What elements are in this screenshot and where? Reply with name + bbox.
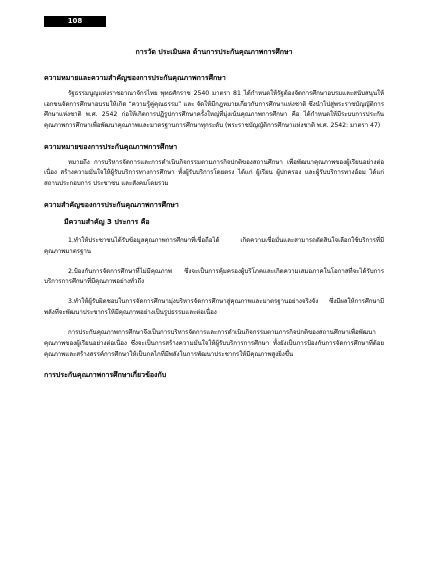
section-heading: ความหมายของการประกันคุณภาพการศึกษา [44, 143, 178, 152]
paragraph: 3.ทำให้ผู้รับผิดชอบในการจัดการศึกษามุ่งบริหารจัดการศึกษาสู่คุณภาพและมาตรฐานอย่างจริงจัง ซึ่งมีผลให้การศึกษามีพลังที่จะพัฒนาประชากรให้มีคุณภาพอย่างเป็นรูปธรรมและต่อเนื่อง [44, 298, 384, 317]
section-heading: ความหมายและความสำคัญของการประกันคุณภาพการศึกษา [44, 74, 226, 83]
paragraph: รัฐธรรมนูญแห่งราชอาณาจักรไทย พุทธศักราช 2540 มาตรา 81 ได้กำหนดให้รัฐต้องจัดการศึกษาอบรมและสนับสนุนให้เอกชนจัดการศึกษาอบรมให้เกิด “ความรู้คู่คุณธรรม” และ จัดให้มีกฎหมายเกี่ยวกับการศึกษาแห่งชาติ ซึ่งนำไปสู่พระราชบัญญัติการศึกษาแห่งชาติ พ.ศ. 2542 ก่อให้เกิดการปฏิรูปการศึกษาครั้งใหญ่ที่มุ่งเน้นคุณภาพการศึกษา คือ ได้กำหนดให้มีระบบการประกันคุณภาพการศึกษาเพื่อพัฒนาคุณภาพและมาตรฐานการศึกษาทุกระดับ (พระราชบัญญัติการศึกษาแห่งชาติ พ.ศ. 2542: มาตรา 47) [44, 89, 384, 130]
section-heading: ความสำคัญของการประกันคุณภาพการศึกษา [44, 201, 179, 210]
document-body [44, 48, 384, 380]
section-heading: การประกันคุณภาพการศึกษาเกี่ยวข้องกับ [44, 371, 167, 380]
page-number: 108 [67, 17, 83, 25]
paragraph: การประกันคุณภาพการศึกษาจึงเป็นการบริหารจัดการและการดำเนินกิจกรรมตามภารกิจปกติของสถานศึกษาเพื่อพัฒนาคุณภาพของผู้เรียนอย่างต่อเนื่อง ซึ่งจะเป็นการสร้างความมั่นใจให้ผู้รับบริการการศึกษา ทั้งยังเป็นการป้องกันการจัดการศึกษาที่ด้อยคุณภาพและสร้างสรรค์การศึกษาให้เป็นกลไกที่มีพลังในการพัฒนาประชากรให้มีคุณภาพสูงยิ่งขึ้น [44, 328, 384, 358]
paragraph: 2.ป้องกันการจัดการศึกษาที่ไม่มีคุณภาพ ซึ่งจะเป็นการคุ้มครองผู้บริโภคและเกิดความเสมอภาคในโอกาสที่จะได้รับการบริการการศึกษาที่มีคุณภาพอย่างทั่วถึง [44, 267, 384, 286]
paragraph: หมายถึง การบริหารจัดการและการดำเนินกิจกรรมตามภารกิจปกติของสถานศึกษา เพื่อพัฒนาคุณภาพของผู้เรียนอย่างต่อเนื่อง สร้างความมั่นใจให้ผู้รับบริการทางการศึกษา ทั้งผู้รับบริการโดยตรง ได้แก่ ผู้เรียน ผู้ปกครอง และผู้รับบริการทางอ้อม ได้แก่ สถานประกอบการ ประชาชน และสังคมโดยรวม [44, 158, 384, 188]
page-number-tab [44, 16, 106, 27]
document-title: การวัด ประเมินผล ด้านการประกันคุณภาพการศึกษา [135, 48, 293, 56]
paragraph: 1.ทำให้ประชาชนได้รับข้อมูลคุณภาพการศึกษาที่เชื่อถือได้ เกิดความเชื่อมั่นและสามารถตัดสินใจเลือกใช้บริการที่มีคุณภาพมาตรฐาน [44, 236, 384, 255]
section-subheading: มีความสำคัญ 3 ประการ คือ [64, 218, 150, 227]
